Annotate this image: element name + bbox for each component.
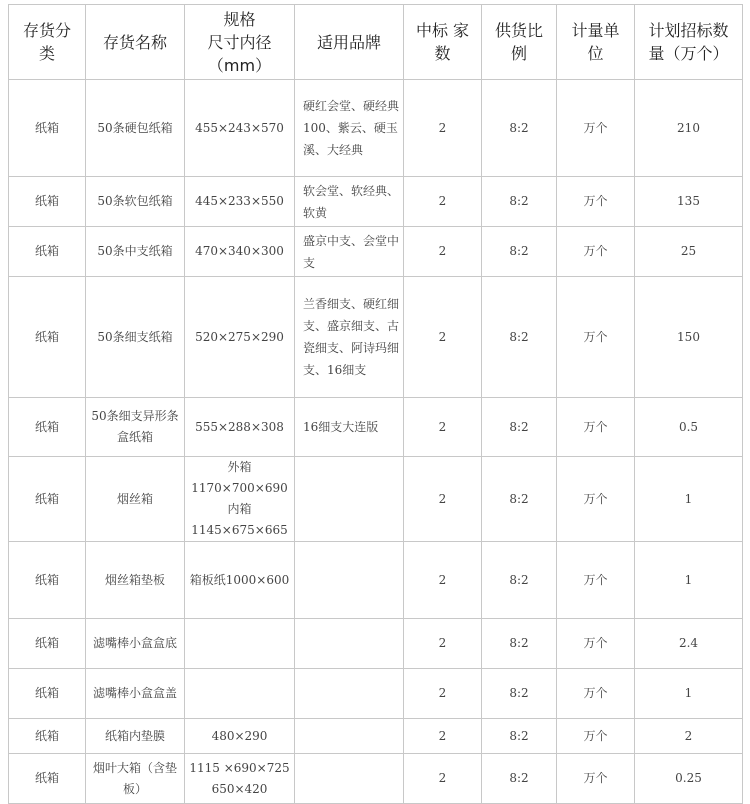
cell-spec: [185, 619, 295, 669]
cell-quantity: 135: [635, 177, 743, 227]
cell-spec: 外箱1170×700×690内箱1145×675×665: [185, 457, 295, 542]
cell-category: 纸箱: [9, 457, 86, 542]
cell-brand: [295, 457, 404, 542]
cell-ratio: 8:2: [482, 398, 557, 457]
cell-brand: [295, 542, 404, 619]
cell-ratio: 8:2: [482, 542, 557, 619]
table-row: [9, 80, 743, 177]
inventory-table: [8, 4, 743, 804]
cell-category: 纸箱: [9, 398, 86, 457]
cell-winners: 2: [404, 719, 482, 754]
cell-unit: 万个: [557, 619, 635, 669]
cell-unit: 万个: [557, 754, 635, 804]
cell-item-name: 50条软包纸箱: [86, 177, 185, 227]
table-row: [9, 619, 743, 669]
cell-item-name: 烟丝箱: [86, 457, 185, 542]
cell-spec: 445×233×550: [185, 177, 295, 227]
cell-spec: 480×290: [185, 719, 295, 754]
cell-item-name: 50条细支纸箱: [86, 277, 185, 398]
cell-ratio: 8:2: [482, 80, 557, 177]
cell-spec: 470×340×300: [185, 227, 295, 277]
cell-quantity: 1: [635, 457, 743, 542]
table-row: [9, 227, 743, 277]
cell-item-name: 滤嘴棒小盒盒盖: [86, 669, 185, 719]
table-row: [9, 754, 743, 804]
cell-winners: 2: [404, 457, 482, 542]
cell-category: 纸箱: [9, 542, 86, 619]
cell-spec: 1115 ×690×725 650×420: [185, 754, 295, 804]
header-brand: 适用品牌: [295, 5, 404, 80]
cell-unit: 万个: [557, 277, 635, 398]
header-winners: 中标 家 数: [404, 5, 482, 80]
cell-quantity: 1: [635, 669, 743, 719]
table-row: [9, 277, 743, 398]
table-row: [9, 457, 743, 542]
header-ratio: 供货比 例: [482, 5, 557, 80]
cell-quantity: 1: [635, 542, 743, 619]
cell-quantity: 0.25: [635, 754, 743, 804]
cell-winners: 2: [404, 669, 482, 719]
cell-winners: 2: [404, 542, 482, 619]
cell-quantity: 0.5: [635, 398, 743, 457]
cell-unit: 万个: [557, 719, 635, 754]
header-quantity: 计划招标数 量（万个）: [635, 5, 743, 80]
cell-unit: 万个: [557, 398, 635, 457]
header-category: 存货分 类: [9, 5, 86, 80]
cell-ratio: 8:2: [482, 754, 557, 804]
cell-brand: 硬红会堂、硬经典100、紫云、硬玉溪、大经典: [295, 80, 404, 177]
cell-item-name: 滤嘴棒小盒盒底: [86, 619, 185, 669]
cell-brand: [295, 719, 404, 754]
cell-unit: 万个: [557, 542, 635, 619]
cell-brand: 盛京中支、会堂中支: [295, 227, 404, 277]
cell-unit: 万个: [557, 227, 635, 277]
cell-quantity: 150: [635, 277, 743, 398]
cell-spec: [185, 669, 295, 719]
cell-unit: 万个: [557, 177, 635, 227]
cell-winners: 2: [404, 80, 482, 177]
cell-quantity: 210: [635, 80, 743, 177]
cell-spec: 箱板纸1000×600: [185, 542, 295, 619]
cell-winners: 2: [404, 177, 482, 227]
cell-ratio: 8:2: [482, 227, 557, 277]
cell-brand: [295, 619, 404, 669]
cell-winners: 2: [404, 619, 482, 669]
cell-unit: 万个: [557, 80, 635, 177]
cell-winners: 2: [404, 398, 482, 457]
cell-quantity: 2.4: [635, 619, 743, 669]
cell-spec: 520×275×290: [185, 277, 295, 398]
cell-category: 纸箱: [9, 80, 86, 177]
cell-winners: 2: [404, 277, 482, 398]
header-unit: 计量单 位: [557, 5, 635, 80]
table-row: [9, 177, 743, 227]
cell-category: 纸箱: [9, 177, 86, 227]
cell-brand: 兰香细支、硬红细支、盛京细支、古瓷细支、阿诗玛细支、16细支: [295, 277, 404, 398]
cell-ratio: 8:2: [482, 619, 557, 669]
table-row: [9, 542, 743, 619]
header-spec: 规格 尺寸内径 （mm）: [185, 5, 295, 80]
cell-category: 纸箱: [9, 277, 86, 398]
cell-item-name: 50条硬包纸箱: [86, 80, 185, 177]
cell-winners: 2: [404, 227, 482, 277]
cell-ratio: 8:2: [482, 277, 557, 398]
cell-ratio: 8:2: [482, 457, 557, 542]
table-row: [9, 669, 743, 719]
cell-category: 纸箱: [9, 619, 86, 669]
cell-item-name: 50条中支纸箱: [86, 227, 185, 277]
table-row: [9, 398, 743, 457]
cell-quantity: 2: [635, 719, 743, 754]
cell-brand: 16细支大连版: [295, 398, 404, 457]
cell-brand: [295, 754, 404, 804]
cell-ratio: 8:2: [482, 177, 557, 227]
cell-winners: 2: [404, 754, 482, 804]
cell-item-name: 烟叶大箱（含垫板）: [86, 754, 185, 804]
cell-item-name: 50条细支异形条盒纸箱: [86, 398, 185, 457]
cell-ratio: 8:2: [482, 669, 557, 719]
cell-quantity: 25: [635, 227, 743, 277]
cell-item-name: 烟丝箱垫板: [86, 542, 185, 619]
table-row: [9, 719, 743, 754]
cell-ratio: 8:2: [482, 719, 557, 754]
cell-category: 纸箱: [9, 227, 86, 277]
cell-category: 纸箱: [9, 669, 86, 719]
header-item-name: 存货名称: [86, 5, 185, 80]
cell-spec: 555×288×308: [185, 398, 295, 457]
cell-brand: [295, 669, 404, 719]
cell-brand: 软会堂、软经典、软黄: [295, 177, 404, 227]
cell-category: 纸箱: [9, 754, 86, 804]
header-row: [9, 5, 743, 80]
cell-item-name: 纸箱内垫膜: [86, 719, 185, 754]
cell-unit: 万个: [557, 457, 635, 542]
cell-spec: 455×243×570: [185, 80, 295, 177]
cell-unit: 万个: [557, 669, 635, 719]
cell-category: 纸箱: [9, 719, 86, 754]
